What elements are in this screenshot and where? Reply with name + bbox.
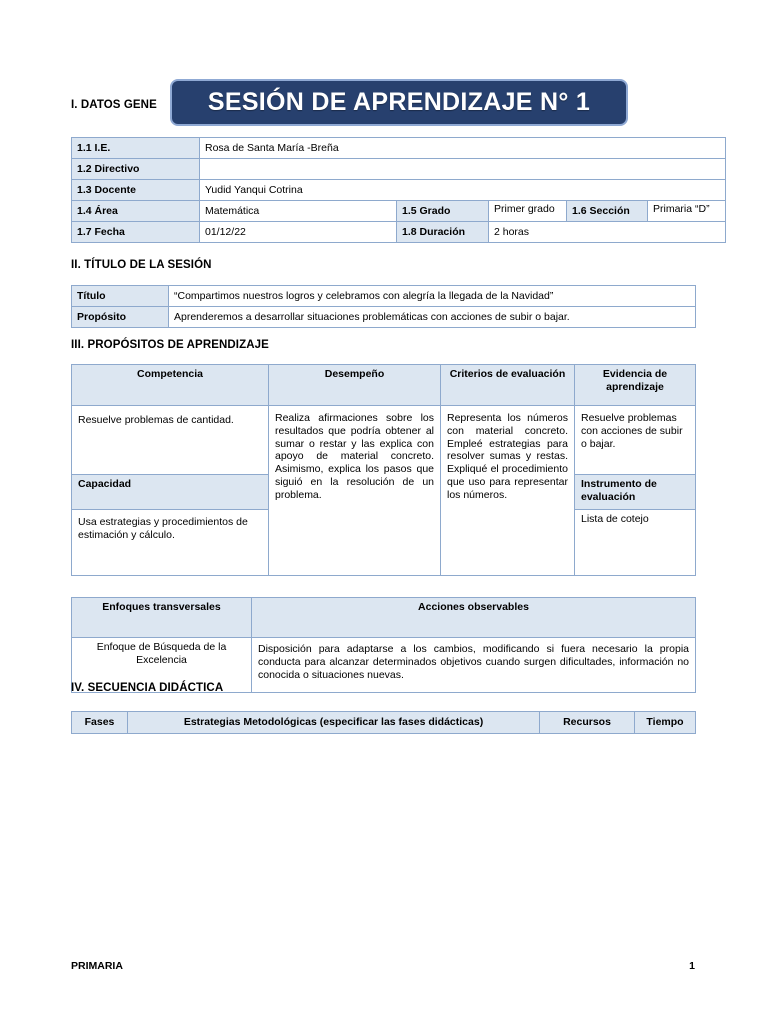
table-header-row <box>72 365 696 406</box>
section-heading-titulo-sesion: II. TÍTULO DE LA SESIÓN <box>71 259 212 271</box>
table-row <box>72 406 696 475</box>
label-docente: 1.3 Docente <box>72 180 200 201</box>
value-competencia: Resuelve problemas de cantidad. <box>72 406 269 475</box>
table-row <box>72 180 726 201</box>
label-fecha: 1.7 Fecha <box>72 222 200 243</box>
header-competencia: Competencia <box>72 365 269 406</box>
table-row <box>72 159 726 180</box>
value-fecha: 01/12/22 <box>200 222 397 243</box>
header-criterios: Criterios de evaluación <box>441 365 575 406</box>
secuencia-didactica-table <box>71 711 696 734</box>
value-instrumento: Lista de cotejo <box>575 510 696 576</box>
section-heading-secuencia: IV. SECUENCIA DIDÁCTICA <box>71 682 224 694</box>
propositos-aprendizaje-table <box>71 364 696 576</box>
value-duracion: 2 horas <box>489 222 726 243</box>
value-desempeno: Realiza afirmaciones sobre los resultados que podría obtener al sumar o restar y las explica con apoyo de material concreto. Asimismo, explica los pasos que siguió en la resolución de un problema. <box>269 406 441 576</box>
label-proposito: Propósito <box>72 307 169 328</box>
value-criterios: Representa los números con material concreto. Empleé estrategias para resolver sumas y restas. Expliqué el procedimiento que uso para representar los números. <box>441 406 575 576</box>
datos-generales-table <box>71 137 726 243</box>
section-heading-datos-generales: I. DATOS GENE <box>71 99 157 111</box>
header-tiempo: Tiempo <box>635 712 696 734</box>
table-row <box>72 286 696 307</box>
table-row <box>72 201 726 222</box>
label-instrumento: Instrumento de evaluación <box>575 475 696 510</box>
label-ie: 1.1 I.E. <box>72 138 200 159</box>
value-area: Matemática <box>200 201 397 222</box>
label-duracion: 1.8 Duración <box>397 222 489 243</box>
label-titulo: Título <box>72 286 169 307</box>
value-acciones-observables: Disposición para adaptarse a los cambios, modificando si fuera necesario la propia conducta para alcanzar determinados objetivos cuando surgen dificultades, información no conocida o situaciones nuevas. <box>252 638 696 693</box>
value-titulo: “Compartimos nuestros logros y celebramos con alegría la llegada de la Navidad” <box>169 286 696 307</box>
footer-label: PRIMARIA <box>71 960 123 972</box>
value-grado: Primer grado <box>489 201 567 222</box>
page-number: 1 <box>689 960 695 972</box>
section-heading-propositos: III. PROPÓSITOS DE APRENDIZAJE <box>71 339 269 351</box>
value-directivo <box>200 159 726 180</box>
table-row <box>72 307 696 328</box>
header-recursos: Recursos <box>540 712 635 734</box>
label-grado: 1.5 Grado <box>397 201 489 222</box>
value-enfoque: Enfoque de Búsqueda de la Excelencia <box>72 638 252 693</box>
value-proposito: Aprenderemos a desarrollar situaciones problemáticas con acciones de subir o bajar. <box>169 307 696 328</box>
header-enfoques: Enfoques transversales <box>72 598 252 638</box>
table-row <box>72 222 726 243</box>
session-title-text: SESIÓN DE APRENDIZAJE N° 1 <box>207 88 591 116</box>
table-header-row <box>72 712 696 734</box>
table-row <box>72 138 726 159</box>
table-header-row <box>72 598 696 638</box>
enfoques-transversales-table <box>71 597 696 693</box>
value-ie: Rosa de Santa María -Breña <box>200 138 726 159</box>
value-evidencia: Resuelve problemas con acciones de subir o bajar. <box>575 406 696 475</box>
label-capacidad: Capacidad <box>72 475 269 510</box>
session-title-banner <box>170 79 628 126</box>
value-capacidad: Usa estrategias y procedimientos de estimación y cálculo. <box>72 510 269 576</box>
label-seccion: 1.6 Sección <box>567 201 648 222</box>
header-desempeno: Desempeño <box>269 365 441 406</box>
titulo-sesion-table <box>71 285 696 328</box>
header-acciones-observables: Acciones observables <box>252 598 696 638</box>
header-evidencia: Evidencia de aprendizaje <box>575 365 696 406</box>
value-seccion: Primaria “D” <box>648 201 726 222</box>
label-directivo: 1.2 Directivo <box>72 159 200 180</box>
header-estrategias: Estrategias Metodológicas (especificar las fases didácticas) <box>128 712 540 734</box>
header-fases: Fases <box>72 712 128 734</box>
label-area: 1.4 Área <box>72 201 200 222</box>
value-docente: Yudid Yanqui Cotrina <box>200 180 726 201</box>
